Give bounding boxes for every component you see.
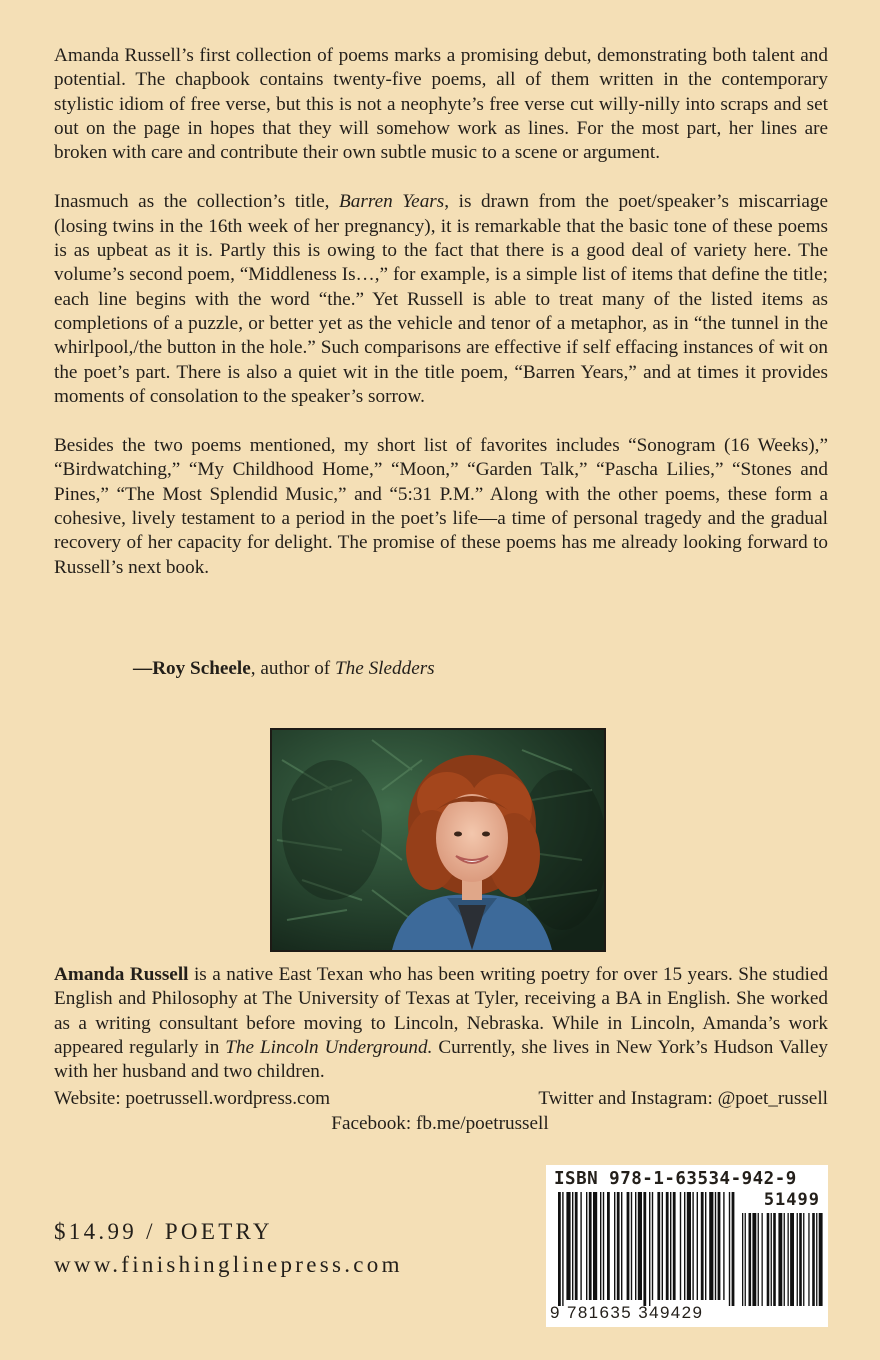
- barcode-bar: [575, 1192, 578, 1300]
- barcode-bar: [593, 1192, 597, 1300]
- barcode-bar: [627, 1192, 630, 1300]
- barcode-bar: [558, 1192, 561, 1306]
- barcode-bar: [607, 1192, 610, 1300]
- collection-title: Barren Years: [339, 191, 445, 213]
- barcode-bar: [687, 1192, 691, 1300]
- barcode-bar: [692, 1192, 693, 1300]
- twitter-instagram-link[interactable]: Twitter and Instagram: @poet_russell: [538, 1088, 828, 1109]
- author-photo-image: [272, 730, 604, 950]
- barcode-bar: [732, 1192, 735, 1306]
- publication-title: The Lincoln Underground.: [225, 1036, 433, 1058]
- author-bio-paragraph: [54, 963, 828, 1084]
- isbn-barcode: [546, 1165, 828, 1327]
- review-text-segment: , is drawn from the poet/speaker’s miscarriage (losing twins in the 16th week of her pregnancy), it is remarkable that the basic tone of these poems is as upbeat as it is. Partly this is owing to the fact that there is a good deal of variety here. The volume’s second poem, “Middleness Is…,” for example, is a simple list of items that define the title; each line begins with the word “the.” Yet Russell is able to treat many of the listed items as completions of a puzzle, or better yet as the vehicle and tenor of a metaphor, as in “the tunnel in the whirlpool,/the button in the hole.” Such comparisons are effective if self effacing instances of wit on the poet’s part. There is also a quiet wit in the title poem, “Barren Years,” and at times it provides moments of consolation to the speaker’s sorrow.: [54, 191, 828, 407]
- review-attribution: [133, 657, 435, 681]
- author-bio: [54, 963, 828, 1084]
- barcode-addon-bar: [762, 1213, 763, 1306]
- barcode-digits: 9 781635 349429: [550, 1303, 704, 1322]
- barcode-bar: [670, 1192, 671, 1300]
- reviewer-role: , author of: [250, 658, 335, 679]
- website-link[interactable]: Website: poetrussell.wordpress.com: [54, 1088, 331, 1109]
- barcode-bar: [566, 1192, 570, 1300]
- barcode-bar: [614, 1192, 615, 1300]
- barcode-bar: [638, 1192, 642, 1300]
- barcode-addon-bar: [799, 1213, 802, 1306]
- barcode-bar: [684, 1192, 685, 1300]
- barcode-bar: [705, 1192, 706, 1300]
- review-text: [54, 44, 828, 605]
- barcode-addon-bar: [749, 1213, 752, 1306]
- barcode-addon-bar: [767, 1213, 770, 1306]
- bio-text-segment: Currently, she lives in New York’s Hudson Valley with her husband and two children.: [54, 1036, 828, 1083]
- barcode-addon-bar: [819, 1213, 823, 1306]
- barcode-addon-bar: [752, 1213, 756, 1306]
- barcode-bar: [701, 1192, 704, 1300]
- price-category: $14.99 / POETRY: [54, 1219, 273, 1244]
- review-text-segment: Inasmuch as the collection’s title,: [54, 191, 340, 213]
- barcode-addon-bar: [784, 1213, 785, 1306]
- bio-text-segment: is a native East Texan who has been writing poetry for over 15 years. She studied English and Philosophy at The University of Texas at Tyler, receiving a BA in English. She worked as a writing consultant before moving to Lincoln, Nebraska. While in Lincoln, Amanda’s work appeared regularly in: [54, 964, 828, 1058]
- barcode-addon-bar: [803, 1213, 804, 1306]
- barcode-addon-bar: [808, 1213, 809, 1306]
- barcode-addon-bar: [816, 1213, 817, 1306]
- barcode-bar: [617, 1192, 620, 1300]
- barcode-bar: [680, 1192, 681, 1300]
- barcode-bar: [729, 1192, 730, 1306]
- barcode-bar: [586, 1192, 587, 1300]
- barcode-addon-bar: [771, 1213, 772, 1306]
- publisher-url[interactable]: www.finishinglinepress.com: [54, 1252, 403, 1277]
- barcode-bar: [662, 1192, 663, 1300]
- review-paragraph: [54, 190, 828, 409]
- barcode-addon-bar: [788, 1213, 789, 1306]
- barcode-bar: [652, 1192, 653, 1300]
- barcode-bar: [643, 1192, 646, 1306]
- barcode-bar: [715, 1192, 716, 1300]
- barcode-bar: [718, 1192, 721, 1300]
- barcode-bar: [562, 1192, 563, 1306]
- barcode-addon-bar: [773, 1213, 776, 1306]
- barcode-bar: [600, 1192, 601, 1300]
- barcode-bar: [709, 1192, 713, 1300]
- barcode-bar: [673, 1192, 676, 1300]
- barcode-bar: [603, 1192, 604, 1300]
- barcode-bar: [589, 1192, 592, 1300]
- barcode-addon-bar: [790, 1213, 794, 1306]
- barcode-addon-bar: [745, 1213, 746, 1306]
- barcode-addon-bar: [812, 1213, 815, 1306]
- barcode-bar: [635, 1192, 636, 1300]
- author-links: [54, 1087, 828, 1112]
- barcode-bar: [580, 1192, 581, 1300]
- isbn-label: ISBN 978-1-63534-942-9: [554, 1169, 797, 1189]
- barcode-bar: [666, 1192, 669, 1300]
- author-name: Amanda Russell: [54, 964, 189, 985]
- barcode-bar: [723, 1192, 724, 1300]
- review-paragraph: Amanda Russell’s first collection of poems marks a promising debut, demonstrating both talent and potential. The chapbook contains twenty-five poems, all of them written in the contemporary stylistic idiom of free verse, but this is not a neophyte’s free verse cut willy-nilly into scraps and set out on the page in hopes that they will somehow work as lines. For the most part, her lines are broken with care and contribute their own subtle music to a scene or argument.: [54, 45, 828, 164]
- review-paragraph: Besides the two poems mentioned, my short list of favorites includes “Sonogram (16 Weeks),” “Birdwatching,” “My Childhood Home,” “Moon,” “Garden Talk,” “Pascha Lilies,” “Stones and Pines,” “The Most Splendid Music,” and “5:31 P.M.” Along with the other poems, these form a cohesive, lively testament to a period in the poet’s life—a time of personal tragedy and the gradual recovery of her capacity for delight. The promise of these poems has me already looking forward to Russell’s next book.: [54, 435, 828, 578]
- barcode-addon-bar: [742, 1213, 743, 1306]
- facebook-link[interactable]: Facebook: fb.me/poetrussell: [331, 1113, 549, 1134]
- barcode-bar: [621, 1192, 622, 1300]
- barcode-price-code: 51499: [763, 1190, 820, 1210]
- barcode-addon-bar: [797, 1213, 798, 1306]
- barcode-bar: [631, 1192, 632, 1300]
- barcode-bar: [572, 1192, 573, 1300]
- barcode-bar: [657, 1192, 660, 1300]
- barcode-bar: [697, 1192, 698, 1300]
- barcode-addon-bar: [778, 1213, 782, 1306]
- author-photo: [270, 728, 606, 952]
- reviewer-book-title: The Sledders: [334, 658, 435, 679]
- barcode-bar: [649, 1192, 650, 1306]
- barcode-addon-bar: [758, 1213, 759, 1306]
- reviewer-name: —Roy Scheele: [133, 658, 251, 679]
